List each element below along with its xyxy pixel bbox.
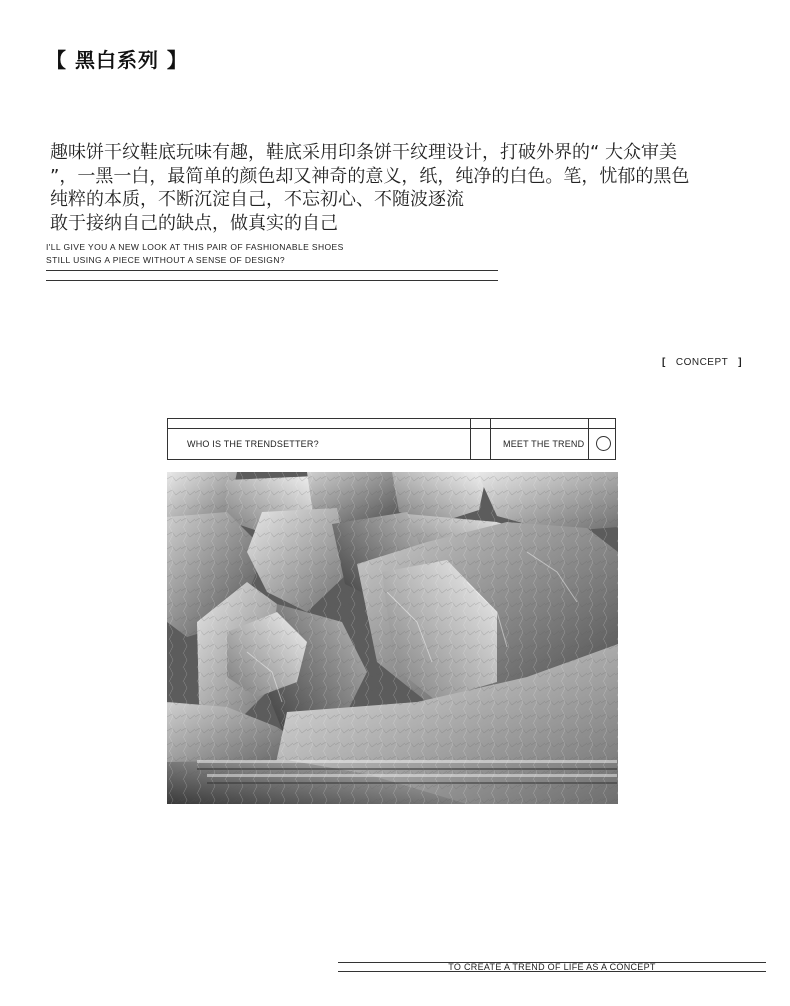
bracket-close: ]	[738, 357, 743, 368]
info-bar	[167, 418, 616, 460]
intro-line: 纯粹的本质，不断沉淀自己，不忘初心、不随波逐流	[50, 189, 464, 210]
trendsetter-label: WHO IS THE TRENDSETTER?	[187, 439, 319, 449]
concept-label: CONCEPT	[675, 357, 729, 368]
english-subtitle-line: I'LL GIVE YOU A NEW LOOK AT THIS PAIR OF FASHIONABLE SHOES	[46, 242, 344, 252]
circle-icon	[596, 436, 611, 451]
rocks-photo	[167, 472, 618, 804]
bracket-open: [	[662, 357, 666, 368]
bar-divider	[168, 428, 615, 429]
divider	[46, 270, 498, 271]
intro-line: ”，一黑一白，最简单的颜色却又神奇的意义，纸，纯净的白色。笔，忧郁的黑色	[50, 165, 690, 187]
intro-line: 趣味饼干纹鞋底玩味有趣，鞋底采用印条饼干纹理设计，打破外界的“ 大众审美	[50, 142, 678, 163]
footer-tagline: TO CREATE A TREND OF LIFE AS A CONCEPT	[448, 962, 656, 972]
divider	[46, 280, 498, 281]
bar-divider	[490, 419, 491, 459]
meet-trend-label: MEET THE TREND	[503, 439, 585, 449]
bar-divider	[470, 419, 471, 459]
concept-tag	[662, 357, 742, 368]
english-subtitle-line: STILL USING A PIECE WITHOUT A SENSE OF DESIGN?	[46, 254, 285, 265]
intro-line: 敢于接纳自己的缺点，做真实的自己	[50, 212, 338, 234]
english-subtitle	[46, 241, 344, 266]
bar-divider	[588, 419, 589, 459]
page-title: 【 黑白系列 】	[46, 48, 188, 72]
intro-paragraph	[50, 141, 750, 235]
